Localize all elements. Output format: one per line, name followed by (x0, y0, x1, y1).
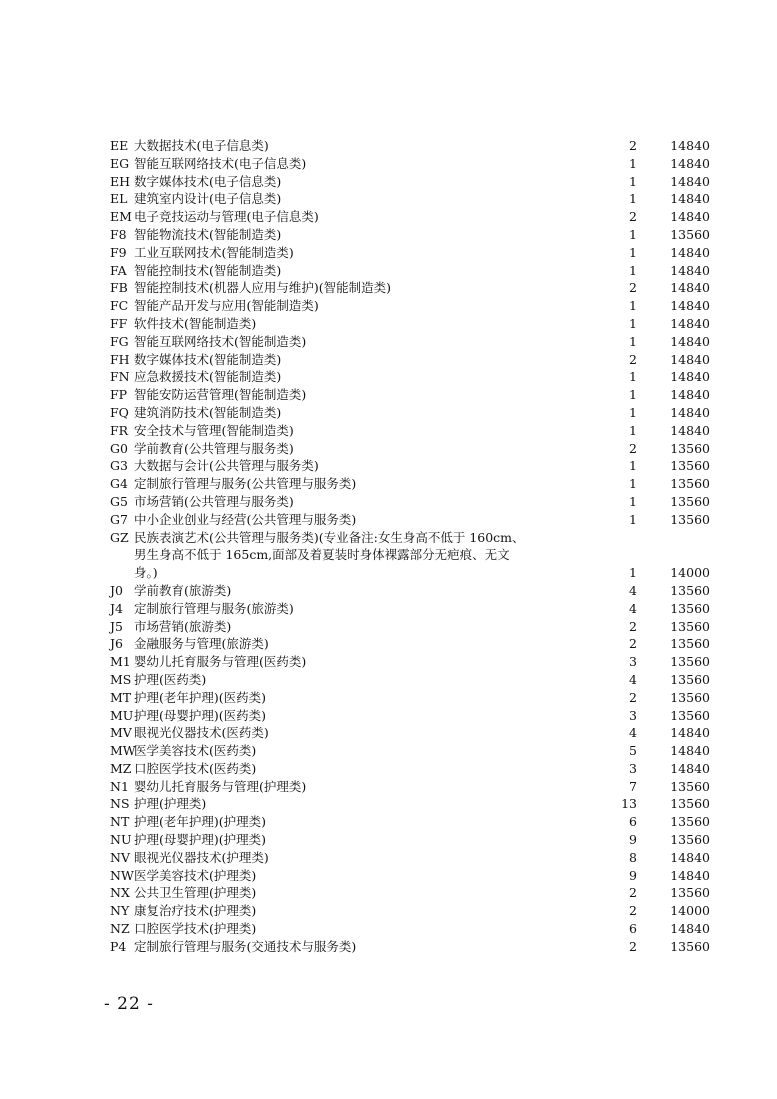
major-name: 智能互联网络技术(电子信息类) (134, 155, 307, 171)
major-code: J0 (110, 582, 123, 598)
table-row (110, 386, 710, 404)
plan-count: 3 (629, 707, 637, 723)
plan-count: 2 (629, 209, 637, 225)
table-row (110, 618, 710, 636)
tuition-fee: 13560 (670, 618, 710, 634)
table-row (110, 493, 710, 511)
tuition-fee: 13560 (670, 440, 710, 456)
major-code: FN (110, 369, 130, 385)
tuition-fee: 13560 (670, 458, 710, 474)
major-description (110, 262, 605, 280)
table-row (110, 351, 710, 369)
major-code: F9 (110, 244, 127, 260)
major-code: J5 (110, 618, 123, 634)
major-code: J6 (110, 636, 123, 652)
tuition-fee: 13560 (670, 814, 710, 830)
major-description (110, 457, 605, 475)
major-name: 医学美容技术(医药类) (134, 743, 257, 759)
major-name: 护理(母婴护理)(护理类) (134, 832, 267, 848)
major-name: 市场营销(公共管理与服务类) (134, 493, 294, 509)
plan-count: 1 (629, 476, 637, 492)
tuition-fee: 13560 (670, 226, 710, 242)
major-code: P4 (110, 938, 127, 954)
major-name: 定制旅行管理与服务(公共管理与服务类) (134, 476, 357, 492)
major-name: 应急救援技术(智能制造类) (134, 369, 282, 385)
plan-count: 3 (629, 654, 637, 670)
major-code: FP (110, 387, 128, 403)
major-name: 口腔医学技术(护理类) (134, 921, 257, 937)
major-code: J4 (110, 600, 123, 616)
major-name: 数字媒体技术(智能制造类) (134, 351, 282, 367)
table-row (110, 938, 710, 956)
major-description (110, 618, 605, 636)
major-description (110, 351, 605, 369)
plan-count: 1 (629, 458, 637, 474)
major-description (110, 297, 605, 315)
table-row (110, 404, 710, 422)
table-row (110, 564, 710, 582)
plan-count: 1 (629, 155, 637, 171)
major-description (110, 529, 605, 547)
table-row (110, 724, 710, 742)
tuition-fee: 14840 (670, 867, 710, 883)
plan-count: 2 (629, 938, 637, 954)
major-description (110, 778, 605, 796)
major-description (110, 493, 605, 511)
major-code: N1 (110, 778, 129, 794)
tuition-fee: 13560 (670, 796, 710, 812)
plan-count: 5 (629, 743, 637, 759)
tuition-fee: 14840 (670, 422, 710, 438)
major-code: G0 (110, 440, 128, 456)
table-row (110, 635, 710, 653)
tuition-fee: 14840 (670, 351, 710, 367)
major-code: MW (110, 743, 136, 759)
plan-count: 2 (629, 351, 637, 367)
table-row (110, 244, 710, 262)
table-row (110, 208, 710, 226)
plan-count: 2 (629, 689, 637, 705)
major-name: 护理(医药类) (134, 671, 207, 687)
table-row (110, 600, 710, 618)
plan-count: 4 (629, 582, 637, 598)
major-description (110, 208, 605, 226)
plan-count: 4 (629, 671, 637, 687)
table-row (110, 511, 710, 529)
major-code: F8 (110, 226, 127, 242)
plan-count: 2 (629, 440, 637, 456)
major-name: 建筑室内设计(电子信息类) (134, 191, 282, 207)
tuition-fee: 14840 (670, 921, 710, 937)
major-name: 软件技术(智能制造类) (134, 315, 257, 331)
major-name: 定制旅行管理与服务(交通技术与服务类) (134, 938, 357, 954)
major-description (110, 386, 605, 404)
major-name: 定制旅行管理与服务(旅游类) (134, 600, 294, 616)
table-row (110, 920, 710, 938)
major-code: FA (110, 262, 127, 278)
major-description (110, 475, 605, 493)
major-name: 眼视光仪器技术(医药类) (134, 725, 269, 741)
major-description (110, 724, 605, 742)
tuition-fee: 13560 (670, 885, 710, 901)
table-row (110, 831, 710, 849)
plan-count: 1 (629, 511, 637, 527)
table-row (110, 262, 710, 280)
tuition-fee: 13560 (670, 778, 710, 794)
plan-count: 1 (629, 369, 637, 385)
plan-count: 1 (629, 422, 637, 438)
table-row (110, 867, 710, 885)
plan-count: 2 (629, 618, 637, 634)
major-name: 智能产品开发与应用(智能制造类) (134, 298, 319, 314)
major-code: G3 (110, 458, 128, 474)
plan-count: 1 (629, 315, 637, 331)
plan-count: 6 (629, 814, 637, 830)
plan-count: 13 (621, 796, 637, 812)
plan-count: 1 (629, 404, 637, 420)
major-description (110, 760, 605, 778)
major-name: 康复治疗技术(护理类) (134, 903, 257, 919)
major-name: 智能互联网络技术(智能制造类) (134, 333, 307, 349)
major-description (110, 920, 605, 938)
table-row (110, 707, 710, 725)
page-number: - 22 - (104, 994, 154, 1014)
plan-count: 2 (629, 903, 637, 919)
major-description (110, 226, 605, 244)
table-row (110, 813, 710, 831)
plan-count: 9 (629, 832, 637, 848)
plan-count: 1 (629, 226, 637, 242)
major-name: 智能控制技术(机器人应用与维护)(智能制造类) (134, 280, 392, 296)
major-description (110, 333, 605, 351)
tuition-fee: 14000 (670, 565, 710, 581)
table-row (110, 457, 710, 475)
tuition-fee: 14840 (670, 191, 710, 207)
table-row (110, 653, 710, 671)
tuition-fee: 13560 (670, 671, 710, 687)
major-code: MV (110, 725, 132, 741)
plan-count: 2 (629, 636, 637, 652)
major-code: FH (110, 351, 130, 367)
major-description (110, 244, 605, 262)
major-code: NS (110, 796, 130, 812)
major-name: 护理(护理类) (134, 796, 207, 812)
tuition-fee: 13560 (670, 600, 710, 616)
major-code: EM (110, 209, 132, 225)
major-name: 安全技术与管理(智能制造类) (134, 422, 294, 438)
tuition-fee: 14840 (670, 387, 710, 403)
major-name: 男生身高不低于 165cm,面部及着夏装时身体裸露部分无疤痕、无文 (134, 547, 510, 563)
tuition-fee: 13560 (670, 511, 710, 527)
major-name: 工业互联网技术(智能制造类) (134, 244, 294, 260)
major-name: 数字媒体技术(电子信息类) (134, 173, 282, 189)
major-description (110, 279, 605, 297)
major-description (110, 440, 605, 458)
major-code: MT (110, 689, 132, 705)
major-code: NY (110, 903, 130, 919)
table-row (110, 884, 710, 902)
tuition-fee: 14840 (670, 404, 710, 420)
table-row (110, 333, 710, 351)
major-code: NT (110, 814, 130, 830)
plan-count: 1 (629, 191, 637, 207)
plan-count: 4 (629, 725, 637, 741)
table-row (110, 440, 710, 458)
major-code: EE (110, 138, 129, 153)
major-description (110, 938, 605, 956)
major-name: 智能物流技术(智能制造类) (134, 226, 282, 242)
major-description (110, 635, 605, 653)
major-name: 婴幼儿托育服务与管理(护理类) (134, 778, 307, 794)
tuition-fee: 13560 (670, 476, 710, 492)
major-name: 护理(老年护理)(医药类) (134, 689, 267, 705)
plan-count: 1 (629, 262, 637, 278)
table-row (110, 422, 710, 440)
major-name: 口腔医学技术(医药类) (134, 760, 257, 776)
table-row (110, 155, 710, 173)
table-row (110, 297, 710, 315)
table-row (110, 778, 710, 796)
plan-count: 7 (629, 778, 637, 794)
tuition-fee: 13560 (670, 707, 710, 723)
plan-count: 8 (629, 849, 637, 865)
major-description (110, 600, 605, 618)
major-code: FC (110, 298, 129, 314)
table-row (110, 742, 710, 760)
major-name: 学前教育(旅游类) (134, 582, 232, 598)
tuition-fee: 14840 (670, 138, 710, 153)
plan-count: 4 (629, 600, 637, 616)
major-table (110, 137, 710, 956)
major-description (110, 849, 605, 867)
table-row (110, 368, 710, 386)
table-row (110, 546, 710, 564)
tuition-fee: 14840 (670, 280, 710, 296)
major-name: 大数据技术(电子信息类) (134, 138, 269, 153)
table-row (110, 190, 710, 208)
major-description (110, 546, 605, 564)
tuition-fee: 13560 (670, 689, 710, 705)
plan-count: 6 (629, 921, 637, 937)
tuition-fee: 14840 (670, 209, 710, 225)
major-description (110, 511, 605, 529)
major-description (110, 190, 605, 208)
plan-count: 9 (629, 867, 637, 883)
major-description (110, 368, 605, 386)
major-code: MZ (110, 760, 132, 776)
table-row (110, 902, 710, 920)
major-code: NW (110, 867, 134, 883)
major-description (110, 884, 605, 902)
major-code: EH (110, 173, 131, 189)
major-name: 护理(老年护理)(护理类) (134, 814, 267, 830)
major-description (110, 582, 605, 600)
major-description (110, 742, 605, 760)
major-description (110, 173, 605, 191)
major-code: FG (110, 333, 129, 349)
major-name: 建筑消防技术(智能制造类) (134, 404, 282, 420)
table-row (110, 582, 710, 600)
table-row (110, 315, 710, 333)
tuition-fee: 14840 (670, 173, 710, 189)
major-description (110, 137, 605, 155)
tuition-fee: 14840 (670, 333, 710, 349)
major-code: M1 (110, 654, 131, 670)
major-name: 电子竞技运动与管理(电子信息类) (134, 209, 319, 225)
major-description (110, 902, 605, 920)
plan-count: 1 (629, 493, 637, 509)
major-code: MU (110, 707, 134, 723)
major-description (110, 813, 605, 831)
tuition-fee: 14840 (670, 262, 710, 278)
major-code: FR (110, 422, 129, 438)
major-code: FB (110, 280, 128, 296)
major-description (110, 564, 605, 582)
plan-count: 2 (629, 138, 637, 153)
major-name: 眼视光仪器技术(护理类) (134, 849, 269, 865)
table-row (110, 849, 710, 867)
major-description (110, 867, 605, 885)
tuition-fee: 14840 (670, 155, 710, 171)
major-description (110, 689, 605, 707)
major-code: NX (110, 885, 130, 901)
major-name: 智能安防运营管理(智能制造类) (134, 387, 307, 403)
tuition-fee: 14840 (670, 760, 710, 776)
major-code: NU (110, 832, 132, 848)
major-code: G7 (110, 511, 128, 527)
major-description (110, 707, 605, 725)
major-name: 护理(母婴护理)(医药类) (134, 707, 267, 723)
plan-count: 1 (629, 565, 637, 581)
table-row (110, 279, 710, 297)
tuition-fee: 14840 (670, 298, 710, 314)
table-row (110, 689, 710, 707)
plan-count: 2 (629, 280, 637, 296)
plan-count: 3 (629, 760, 637, 776)
major-name: 民族表演艺术(公共管理与服务类)(专业备注:女生身高不低于 160cm、 (134, 529, 525, 545)
tuition-fee: 14840 (670, 244, 710, 260)
major-name: 学前教育(公共管理与服务类) (134, 440, 294, 456)
major-code: NZ (110, 921, 130, 937)
tuition-fee: 14840 (670, 849, 710, 865)
table-row (110, 226, 710, 244)
plan-count: 1 (629, 298, 637, 314)
tuition-fee: 13560 (670, 636, 710, 652)
tuition-fee: 14840 (670, 369, 710, 385)
major-description (110, 155, 605, 173)
major-name: 市场营销(旅游类) (134, 618, 232, 634)
major-description (110, 653, 605, 671)
major-code: FQ (110, 404, 129, 420)
major-description (110, 422, 605, 440)
table-row (110, 671, 710, 689)
table-row (110, 795, 710, 813)
tuition-fee: 13560 (670, 832, 710, 848)
plan-count: 2 (629, 885, 637, 901)
table-row (110, 137, 710, 155)
major-code: EL (110, 191, 128, 207)
table-row (110, 475, 710, 493)
tuition-fee: 14840 (670, 725, 710, 741)
major-description (110, 315, 605, 333)
major-code: G5 (110, 493, 128, 509)
major-name: 中小企业创业与经营(公共管理与服务类) (134, 511, 357, 527)
major-name: 智能控制技术(智能制造类) (134, 262, 282, 278)
plan-count: 1 (629, 173, 637, 189)
major-code: G4 (110, 476, 128, 492)
major-code: NV (110, 849, 130, 865)
table-row (110, 173, 710, 191)
tuition-fee: 13560 (670, 582, 710, 598)
major-description (110, 404, 605, 422)
plan-count: 1 (629, 244, 637, 260)
major-name: 婴幼儿托育服务与管理(医药类) (134, 654, 307, 670)
major-name: 大数据与会计(公共管理与服务类) (134, 458, 319, 474)
plan-count: 1 (629, 387, 637, 403)
table-row (110, 760, 710, 778)
tuition-fee: 13560 (670, 938, 710, 954)
major-name: 身。) (134, 565, 158, 581)
tuition-fee: 13560 (670, 493, 710, 509)
major-description (110, 831, 605, 849)
tuition-fee: 13560 (670, 654, 710, 670)
major-description (110, 671, 605, 689)
table-row (110, 529, 710, 547)
major-name: 公共卫生管理(护理类) (134, 885, 257, 901)
tuition-fee: 14840 (670, 743, 710, 759)
major-name: 金融服务与管理(旅游类) (134, 636, 269, 652)
tuition-fee: 14000 (670, 903, 710, 919)
plan-count: 1 (629, 333, 637, 349)
major-code: EG (110, 155, 130, 171)
major-code: FF (110, 315, 128, 331)
major-description (110, 795, 605, 813)
major-code: GZ (110, 529, 129, 545)
tuition-fee: 14840 (670, 315, 710, 331)
major-name: 医学美容技术(护理类) (134, 867, 257, 883)
major-code: MS (110, 671, 132, 687)
